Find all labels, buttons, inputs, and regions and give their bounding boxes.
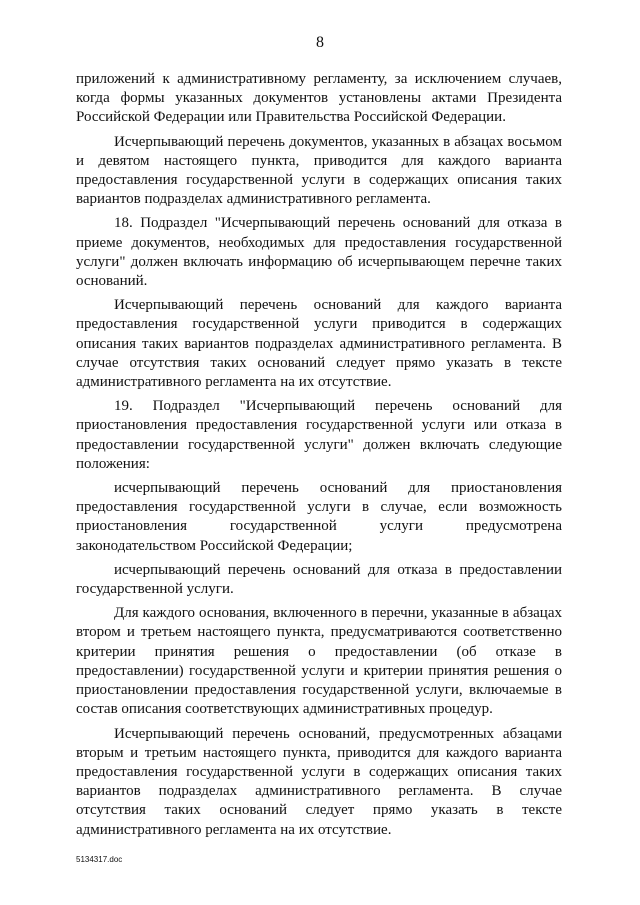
footer-document-code: 5134317.doc [76,855,123,864]
paragraph-item-18: 18. Подраздел "Исчерпывающий перечень оснований для отказа в приеме документов, необходимых для предоставления государственной услуги" должен включать информацию об исчерпывающем перечне таких оснований. [76,215,562,290]
paragraph: Для каждого основания, включенного в перечни, указанные в абзацах втором и третьем настоящего пункта, предусматриваются соответственно критерии принятия решения о предоставлении (об отказе в предоставлении) государственной услуги и критерии принятия решения о приостановлении предоставления государственной услуги, включаемые в состав описания соответствующих административных процедур. [76,605,562,718]
paragraph: Исчерпывающий перечень оснований, предусмотренных абзацами вторым и третьим настоящего пункта, приводится для каждого варианта предоставления государственной услуги в содержащих описания таких вариантов подразделах административного регламента. В случае отсутствия таких оснований следует прямо указать в тексте административного регламента на их отсутствие. [76,725,562,838]
paragraph: исчерпывающий перечень оснований для отказа в предоставлении государственной услуги. [76,561,562,598]
paragraph-continuation: приложений к административному регламенту, за исключением случаев, когда формы указанных документов установлены актами Президента Российской Федерации или Правительства Российской Федерации. [76,71,562,126]
paragraph: Исчерпывающий перечень документов, указанных в абзацах восьмом и девятом настоящего пункта, приводится для каждого варианта предоставления государственной услуги в содержащих описания таких вариантов подразделах административного регламента. [76,133,562,208]
document-body [76,70,562,845]
paragraph: Исчерпывающий перечень оснований для каждого варианта предоставления государственной услуги приводится в содержащих описания таких вариантов подразделах административного регламента. В случае отсутствия таких оснований следует прямо указать в тексте административного регламента на их отсутствие. [76,297,562,391]
paragraph: исчерпывающий перечень оснований для приостановления предоставления государственной услуги в случае, если возможность приостановления государственной услуги предусмотрена законодательством Российской Федерации; [76,480,562,554]
paragraph-item-19: 19. Подраздел "Исчерпывающий перечень оснований для приостановления предоставления государственной услуги или отказа в предоставлении государственной услуги" должен включать следующие положения: [76,398,562,472]
page-number: 8 [316,34,324,51]
